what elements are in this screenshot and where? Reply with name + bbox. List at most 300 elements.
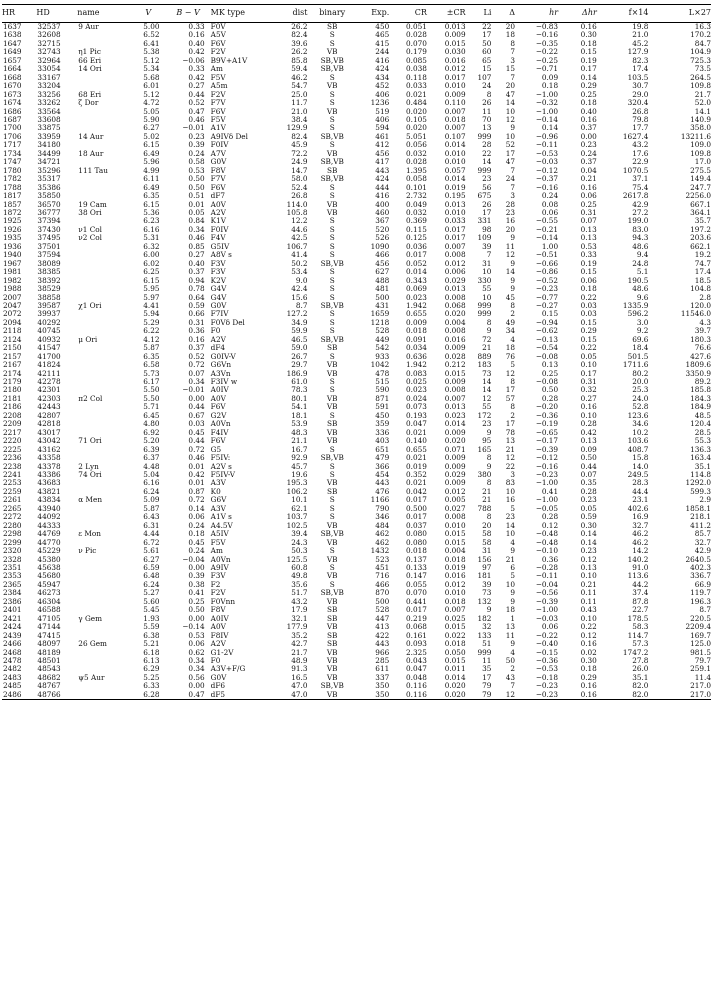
table-cell: 0.029 [444, 470, 466, 480]
table-cell: 0.014 [444, 174, 466, 184]
table-cell: 0.057 [444, 165, 466, 175]
table-cell: 0.023 [405, 385, 427, 395]
table-cell: 0.115 [405, 224, 427, 234]
table-cell: S [329, 563, 335, 572]
table-cell: −0.71 [535, 64, 559, 74]
table-cell: 47144 [37, 622, 61, 632]
table-cell: A1V s [210, 512, 232, 522]
table-cell: 0.30 [580, 520, 597, 530]
table-cell: A8V s [210, 250, 232, 260]
table-cell: 2118 [3, 326, 22, 336]
table-cell: A2V s [210, 461, 232, 471]
table-cell: −0.32 [535, 98, 559, 108]
table-cell: 5.71 [143, 402, 160, 412]
table-cell: 27.2 [632, 207, 649, 217]
table-cell: SB [327, 630, 338, 640]
table-cell: 1988 [3, 284, 22, 294]
table-cell: 184.9 [690, 402, 711, 412]
table-cell: 0.42 [188, 470, 205, 480]
table-cell: 0.050 [444, 647, 466, 657]
table-cell: 0.021 [405, 89, 427, 99]
table-cell: F0 [210, 655, 221, 665]
table-cell: 0.16 [580, 114, 597, 124]
table-cell: 427.6 [690, 351, 711, 361]
table-cell: 35.2 [291, 630, 308, 640]
table-cell: 0.37 [188, 267, 205, 277]
table-row [2, 217, 711, 225]
table-cell: −0.11 [535, 571, 559, 581]
table-cell [77, 285, 131, 293]
table-cell [77, 184, 131, 192]
table-cell: 185.8 [690, 385, 711, 395]
table-cell [77, 319, 131, 327]
table-cell: 0.655 [405, 444, 427, 454]
table-cell [77, 260, 131, 268]
table-cell: 2386 [3, 596, 22, 606]
table-cell: 3.0 [636, 317, 649, 327]
table-cell: 48767 [37, 681, 61, 691]
table-cell [77, 243, 131, 251]
table-cell: 44333 [37, 520, 61, 530]
table-cell: 6.18 [143, 647, 160, 657]
table-cell: 114.0 [286, 199, 308, 209]
table-cell: 45638 [37, 563, 61, 572]
table-cell: 12 [482, 393, 492, 403]
table-cell: 2320 [3, 546, 22, 556]
table-cell: S [329, 470, 335, 480]
table-cell: 21 [482, 486, 492, 496]
table-cell: VB [326, 360, 338, 370]
table-cell: 38 Ori [78, 207, 102, 217]
table-cell: 1706 [3, 131, 22, 141]
table-cell: 0.50 [580, 453, 597, 463]
table-cell: ψ5 Aur [78, 672, 105, 682]
table-cell: 2351 [3, 563, 22, 572]
table-cell: SB,VB [320, 64, 344, 74]
table-cell: 1.395 [405, 165, 427, 175]
table-cell: 481 [375, 284, 390, 294]
table-cell: −0.51 [535, 250, 559, 260]
table-cell: 2241 [3, 470, 22, 480]
table-cell: 0.010 [444, 157, 466, 167]
table-cell: 412 [375, 140, 390, 150]
table-cell: 6.49 [143, 182, 160, 192]
table-cell: 0.015 [444, 368, 466, 378]
table-cell: 186.9 [286, 368, 308, 378]
table-cell: 0.50 [541, 385, 559, 395]
table-cell: 411.2 [690, 520, 711, 530]
table-cell: 6.41 [143, 38, 160, 48]
table-cell: 0.25 [541, 368, 559, 378]
table-cell: 0.09 [541, 72, 559, 82]
table-cell: 38529 [37, 284, 61, 294]
table-cell: 0.10 [580, 360, 597, 370]
table-cell: 37430 [37, 224, 61, 234]
table-cell: 170.2 [690, 30, 711, 40]
table-cell: F5V [210, 114, 226, 124]
table-cell: VB [326, 47, 338, 57]
table-cell: 2617.8 [622, 191, 649, 201]
table-cell: 1788 [3, 182, 22, 192]
table-cell: −0.14 [535, 233, 559, 243]
table-cell: 82.4 [291, 30, 308, 40]
table-cell: 17.4 [694, 267, 711, 277]
table-row [2, 133, 711, 141]
table-cell: 20 [505, 22, 516, 31]
table-cell: 102.5 [286, 520, 308, 530]
table-cell: 2259 [3, 486, 22, 496]
table-cell [77, 420, 131, 428]
table-cell: 526 [375, 233, 390, 243]
table-cell: 5.50 [143, 393, 160, 403]
table-cell: π2 Col [78, 393, 103, 403]
table-cell: 0.069 [405, 284, 427, 294]
table-cell: 2007 [3, 292, 22, 302]
table-cell: 0.008 [444, 250, 466, 260]
table-row [2, 336, 711, 344]
table-cell: −0.94 [535, 317, 559, 327]
table-cell: VB [326, 596, 338, 606]
table-cell: 0.15 [580, 334, 597, 344]
table-cell: 35317 [37, 174, 61, 184]
table-cell: 0.027 [444, 503, 466, 513]
table-cell: 37594 [37, 250, 61, 260]
table-cell: 32 [482, 622, 492, 632]
table-cell: 4.99 [143, 165, 160, 175]
table-cell: F0Vnn [210, 596, 236, 606]
table-cell: 5.60 [143, 596, 160, 606]
table-cell: 0.37 [580, 123, 597, 133]
table-cell: 59.9 [291, 326, 308, 336]
table-cell: 2.732 [405, 191, 427, 201]
table-container [2, 4, 711, 700]
table-cell: 58.3 [632, 622, 649, 632]
table-cell: 0.007 [444, 241, 466, 251]
table-cell: 5 [510, 360, 516, 370]
table-cell: 1711.6 [622, 360, 649, 370]
table-cell: F5V [210, 537, 226, 547]
table-cell: G0V [210, 672, 227, 682]
table-cell: Am [210, 546, 223, 556]
table-cell: 6.15 [143, 140, 160, 150]
table-cell: 0.137 [405, 554, 427, 564]
table-cell: VB [326, 368, 338, 378]
table-cell: −0.01 [182, 123, 205, 133]
table-cell: −0.48 [535, 537, 559, 547]
table-cell: 119.7 [690, 588, 711, 598]
table-cell: 0.013 [444, 402, 466, 412]
table-cell: 1717 [3, 140, 22, 150]
table-cell: F7IV [210, 309, 229, 319]
table-cell: F8V [210, 165, 226, 175]
table-cell: 52.8 [632, 402, 649, 412]
table-cell: 5.31 [143, 233, 160, 243]
table-cell: 2424 [3, 622, 22, 632]
table-cell: 0.016 [444, 55, 466, 65]
table-cell: S [329, 216, 335, 226]
table-cell [77, 116, 131, 124]
table-cell: 39 [482, 241, 492, 251]
table-cell: 48543 [37, 664, 61, 674]
table-cell: −1.00 [535, 89, 559, 99]
table-cell: 0.018 [444, 639, 466, 649]
table-cell: 1335.9 [622, 300, 649, 310]
table-cell: F6V [210, 38, 226, 48]
table-cell: 9.4 [636, 250, 649, 260]
table-cell: 0.34 [188, 377, 205, 387]
table-cell: −0.03 [535, 613, 559, 623]
table-cell: 9 [510, 588, 516, 598]
table-cell: −0.23 [535, 284, 559, 294]
table-row [2, 632, 711, 640]
table-cell: 106.2 [286, 486, 308, 496]
table-cell: 14 Ori [78, 64, 102, 74]
table-cell: 716 [375, 571, 390, 581]
table-cell: 0.484 [405, 98, 427, 108]
table-cell: 80.2 [632, 368, 649, 378]
table-cell: S [329, 351, 335, 361]
table-cell: 0.01 [188, 478, 205, 488]
table-cell: 0.34 [188, 224, 205, 234]
table-cell [77, 412, 131, 420]
table-row [2, 353, 711, 361]
table-cell: 247.7 [690, 182, 711, 192]
table-cell: 0.13 [541, 360, 559, 370]
table-cell: 8.7 [699, 605, 711, 615]
table-cell: 5.94 [143, 309, 160, 319]
table-cell: 444 [375, 182, 390, 192]
table-cell: 7 [510, 681, 516, 691]
table-cell: 0.080 [405, 529, 427, 539]
table-cell: 19 Cam [78, 199, 107, 209]
table-cell: −1.00 [535, 495, 559, 505]
table-cell: 5.00 [143, 22, 160, 31]
table-cell: 599.3 [690, 486, 711, 496]
table-cell: 0.056 [405, 140, 427, 150]
table-cell: F3V [210, 267, 226, 277]
table-cell: 1981 [3, 267, 22, 277]
table-cell: 0.032 [405, 207, 427, 217]
table-cell: 23.1 [632, 495, 649, 505]
table-cell: F8IV [210, 630, 229, 640]
table-cell: 0.020 [444, 689, 466, 699]
table-cell: 416 [375, 191, 390, 201]
table-cell: 0.53 [580, 241, 597, 251]
table-cell: 8 [486, 453, 492, 463]
table-cell: K2V [210, 275, 227, 285]
table-cell: 870 [375, 588, 390, 598]
table-cell: 788 [477, 503, 492, 513]
table-cell: 109.0 [690, 140, 711, 150]
table-cell: 0.59 [580, 512, 597, 522]
table-cell: 484 [375, 520, 390, 530]
table-cell: 33054 [37, 64, 61, 74]
table-cell: 6.58 [143, 360, 160, 370]
table-cell: 0.019 [444, 182, 466, 192]
table-cell: 9 [510, 258, 516, 268]
table-cell: 28.3 [632, 478, 649, 488]
table-row [2, 91, 711, 99]
table-cell: VB [326, 664, 338, 674]
table-cell: 6.16 [143, 224, 160, 234]
table-cell: 45229 [37, 546, 61, 556]
table-cell: 184.3 [690, 393, 711, 403]
table-cell: −0.14 [182, 622, 205, 632]
table-cell: 0.42 [188, 47, 205, 57]
table-cell: 44770 [37, 537, 61, 547]
table-cell: 0.18 [580, 664, 597, 674]
table-cell: 0.24 [541, 191, 559, 201]
table-cell: 0.16 [580, 681, 597, 691]
table-cell: −0.39 [535, 596, 559, 606]
table-cell: 1657 [3, 55, 22, 65]
table-cell: 0.36 [188, 326, 205, 336]
table-cell: 24 [482, 81, 492, 91]
table-cell: 520 [375, 224, 390, 234]
table-cell: VB [326, 689, 338, 699]
table-row [2, 48, 711, 56]
table-cell: 465 [375, 30, 390, 40]
table-cell: 43358 [37, 453, 61, 463]
table-cell: 0.24 [188, 546, 205, 556]
table-cell: G2V [210, 410, 227, 420]
table-cell: 515 [375, 377, 390, 387]
table-cell: A3V+F/G [210, 664, 246, 674]
table-cell: 1936 [3, 241, 22, 251]
table-cell: A3V [210, 503, 226, 513]
table-cell: 39 [482, 579, 492, 589]
table-cell: 87.8 [632, 596, 649, 606]
table-cell: 2 [510, 410, 516, 420]
table-cell: 17 [505, 385, 516, 395]
table-row [2, 539, 711, 547]
table-cell: 0.22 [580, 622, 597, 632]
table-cell: 23 [482, 419, 492, 429]
table-cell: 358.0 [690, 123, 711, 133]
table-row [2, 615, 711, 623]
table-row [2, 403, 711, 411]
table-cell: 528 [375, 605, 390, 615]
table-cell: 9 [510, 275, 516, 285]
table-cell: −0.22 [535, 47, 559, 57]
table-cell: 0.30 [580, 655, 597, 665]
table-cell: 0.34 [188, 664, 205, 674]
table-cell: 14.7 [291, 165, 308, 175]
table-cell: 449 [375, 334, 390, 344]
table-cell: 23 [505, 512, 516, 522]
table-cell: 0.009 [444, 478, 466, 488]
table-cell: 5.04 [143, 470, 160, 480]
table-cell [77, 370, 131, 378]
table-cell: −0.22 [535, 630, 559, 640]
table-cell: S [329, 38, 335, 48]
table-cell: 11546.0 [680, 309, 711, 319]
table-cell: 9.0 [295, 275, 308, 285]
table-cell: F0IV [210, 224, 229, 234]
table-cell: 9 [510, 546, 516, 556]
table-cell: 8 [510, 300, 516, 310]
table-cell: 62.1 [291, 503, 308, 513]
table-cell: −0.36 [535, 410, 559, 420]
table-cell: 0.019 [405, 461, 427, 471]
table-cell: 0.46 [188, 233, 205, 243]
table-cell: 195.3 [286, 478, 308, 488]
table-cell: VB [326, 537, 338, 547]
table-cell: 29.7 [291, 360, 308, 370]
table-cell: 0.014 [444, 419, 466, 429]
table-cell: 0.13 [580, 233, 597, 243]
table-cell: 1747.2 [622, 647, 649, 657]
table-cell: SB,VB [320, 529, 344, 539]
table-cell: 18 [505, 30, 516, 40]
table-cell: 320.4 [627, 98, 649, 108]
table-cell: 91.0 [632, 563, 649, 572]
table-cell: 32537 [37, 22, 61, 31]
table-cell: 79 [482, 689, 492, 699]
table-cell: 57.3 [632, 639, 649, 649]
table-cell: SB [327, 22, 338, 31]
table-cell: 5.21 [143, 639, 160, 649]
table-cell: 2094 [3, 317, 22, 327]
table-cell: 0.017 [405, 495, 427, 505]
table-cell: 1218 [370, 317, 390, 327]
table-cell: 651 [375, 444, 390, 454]
table-cell: 8 [510, 402, 516, 412]
col-v: V [145, 7, 152, 17]
table-cell: 0.00 [188, 681, 205, 691]
table-cell: 5.73 [143, 368, 160, 378]
table-cell: 1668 [3, 72, 22, 82]
table-cell: −0.15 [535, 647, 559, 657]
col-li: Li [483, 7, 492, 17]
table-cell: 14 [505, 520, 516, 530]
table-cell: 8 [486, 89, 492, 99]
table-cell: dF5 [210, 689, 226, 699]
table-cell: 42.7 [291, 639, 308, 649]
table-cell: 32964 [37, 55, 61, 65]
table-cell: 18.1 [291, 410, 308, 420]
table-cell: 0.31 [580, 377, 597, 387]
table-cell: 366 [375, 461, 390, 471]
table-cell: 9.6 [636, 292, 649, 302]
table-cell: 30.7 [632, 81, 649, 91]
table-cell: 94.3 [632, 233, 649, 243]
table-cell: 479 [375, 453, 390, 463]
table-cell: 22.9 [632, 157, 649, 167]
table-cell: 2 [510, 309, 516, 319]
table-cell: 0.03 [580, 309, 597, 319]
table-cell: S [329, 546, 335, 556]
table-cell: 0.34 [188, 655, 205, 665]
table-cell: 1664 [3, 64, 22, 74]
table-cell: SB [327, 486, 338, 496]
table-cell: 6.45 [143, 410, 160, 420]
table-cell: 5.09 [143, 495, 160, 505]
table-cell: 4 [510, 647, 516, 657]
table-cell: 5.25 [143, 672, 160, 682]
table-cell: 8 [510, 38, 516, 48]
table-cell: 69.6 [632, 334, 649, 344]
table-cell: 413 [375, 622, 390, 632]
table-cell: 6.11 [143, 174, 160, 184]
table-cell: 54.7 [291, 81, 308, 91]
table-cell: 933 [375, 351, 390, 361]
table-cell: 1782 [3, 174, 22, 184]
table-cell: −0.55 [535, 216, 559, 226]
table-cell: 5.12 [143, 89, 160, 99]
table-cell: 999 [477, 309, 492, 319]
table-cell: −0.17 [535, 436, 559, 446]
